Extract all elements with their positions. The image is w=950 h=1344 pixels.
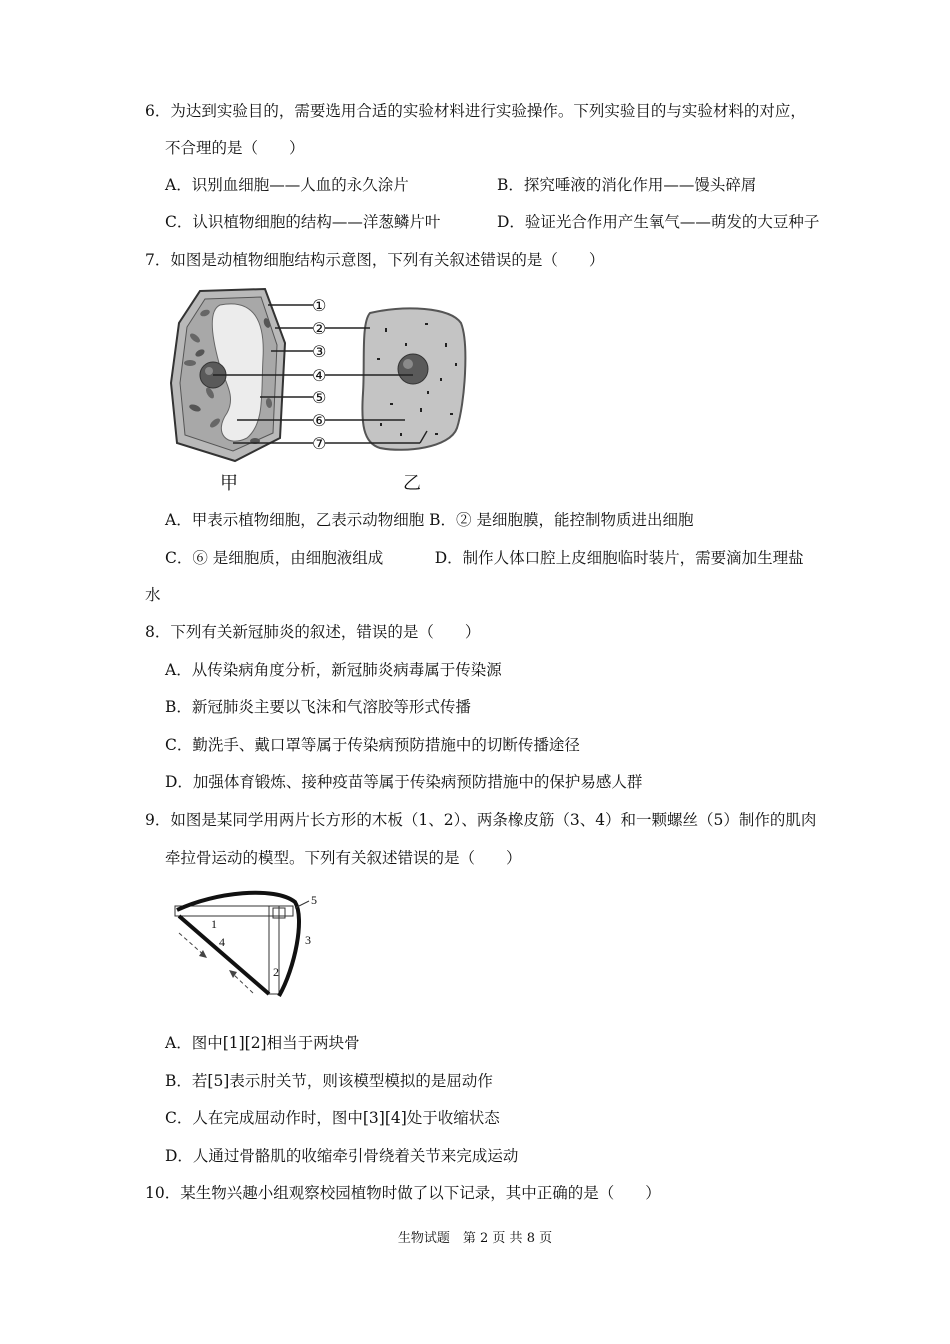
model-label-5: 5: [311, 893, 317, 907]
q9-option-b: B．若[5]表示肘关节，则该模型模拟的是屈动作: [165, 1072, 493, 1090]
label-5: ⑤: [312, 388, 327, 407]
q8-option-b: B．新冠肺炎主要以飞沫和气溶胶等形式传播: [165, 698, 471, 716]
q6-option-d: D．验证光合作用产生氧气——萌发的大豆种子: [497, 213, 820, 231]
label-1: ①: [312, 296, 327, 315]
q8-option-c: C．勤洗手、戴口罩等属于传染病预防措施中的切断传播途径: [165, 736, 580, 754]
q8-option-d: D．加强体育锻炼、接种疫苗等属于传染病预防措施中的保护易感人群: [165, 773, 643, 791]
page-footer: 生物试题 第 2 页 共 8 页: [397, 1231, 553, 1246]
q6-stem-line1: 6．为达到实验目的，需要选用合适的实验材料进行实验操作。下列实验目的与实验材料的对应，: [145, 102, 806, 120]
q9-stem-line1: 9．如图是某同学用两片长方形的木板（1、2）、两条橡皮筋（3、4）和一颗螺丝（5）制作的肌肉: [145, 811, 817, 829]
label-3: ③: [312, 342, 327, 361]
model-label-4: 4: [219, 935, 225, 949]
q6-option-b: B．探究唾液的消化作用——馒头碎屑: [497, 176, 757, 194]
label-4: ④: [312, 366, 327, 385]
label-2: ②: [312, 319, 327, 338]
model-label-1: 1: [211, 917, 217, 931]
q6-stem-line2: 不合理的是（ ）: [165, 139, 305, 157]
caption-yi: 乙: [403, 473, 421, 494]
model-label-2: 2: [273, 965, 279, 979]
q9-stem-line2: 牵拉骨运动的模型。下列有关叙述错误的是（ ）: [165, 849, 522, 867]
cell-diagram: [165, 283, 485, 502]
q7-stem: 7．如图是动植物细胞结构示意图，下列有关叙述错误的是（ ）: [145, 251, 605, 269]
board-2: [269, 906, 279, 994]
rubber-band-4: [179, 916, 269, 994]
q9-option-a: A．图中[1][2]相当于两块骨: [165, 1034, 360, 1052]
q10-stem: 10．某生物兴趣小组观察校园植物时做了以下记录，其中正确的是（ ）: [145, 1184, 661, 1202]
model-label-3: 3: [305, 933, 311, 947]
q9-option-d: D．人通过骨骼肌的收缩牵引骨绕着关节来完成运动: [165, 1147, 519, 1165]
q6-option-c: C．认识植物细胞的结构——洋葱鳞片叶: [165, 213, 441, 231]
q7-options-ab: A．甲表示植物细胞，乙表示动物细胞 B．② 是细胞膜，能控制物质进出细胞: [165, 511, 694, 529]
muscle-bone-model: [165, 888, 335, 1012]
chloroplast: [184, 360, 196, 366]
label-7: ⑦: [312, 434, 327, 453]
q9-option-c: C．人在完成屈动作时，图中[3][4]处于收缩状态: [165, 1109, 500, 1127]
q6-option-a: A．识别血细胞——人血的永久涂片: [165, 176, 409, 194]
q8-option-a: A．从传染病角度分析，新冠肺炎病毒属于传染源: [165, 661, 502, 679]
q7-option-d-cont: 水: [145, 586, 161, 604]
q7-options-cd: C．⑥ 是细胞质，由细胞液组成 D．制作人体口腔上皮细胞临时装片，需要滴加生理盐: [165, 549, 804, 567]
label-6: ⑥: [312, 411, 327, 430]
caption-jia: 甲: [220, 473, 238, 494]
animal-nucleus: [398, 354, 428, 384]
q8-stem: 8．下列有关新冠肺炎的叙述，错误的是（ ）: [145, 623, 481, 641]
